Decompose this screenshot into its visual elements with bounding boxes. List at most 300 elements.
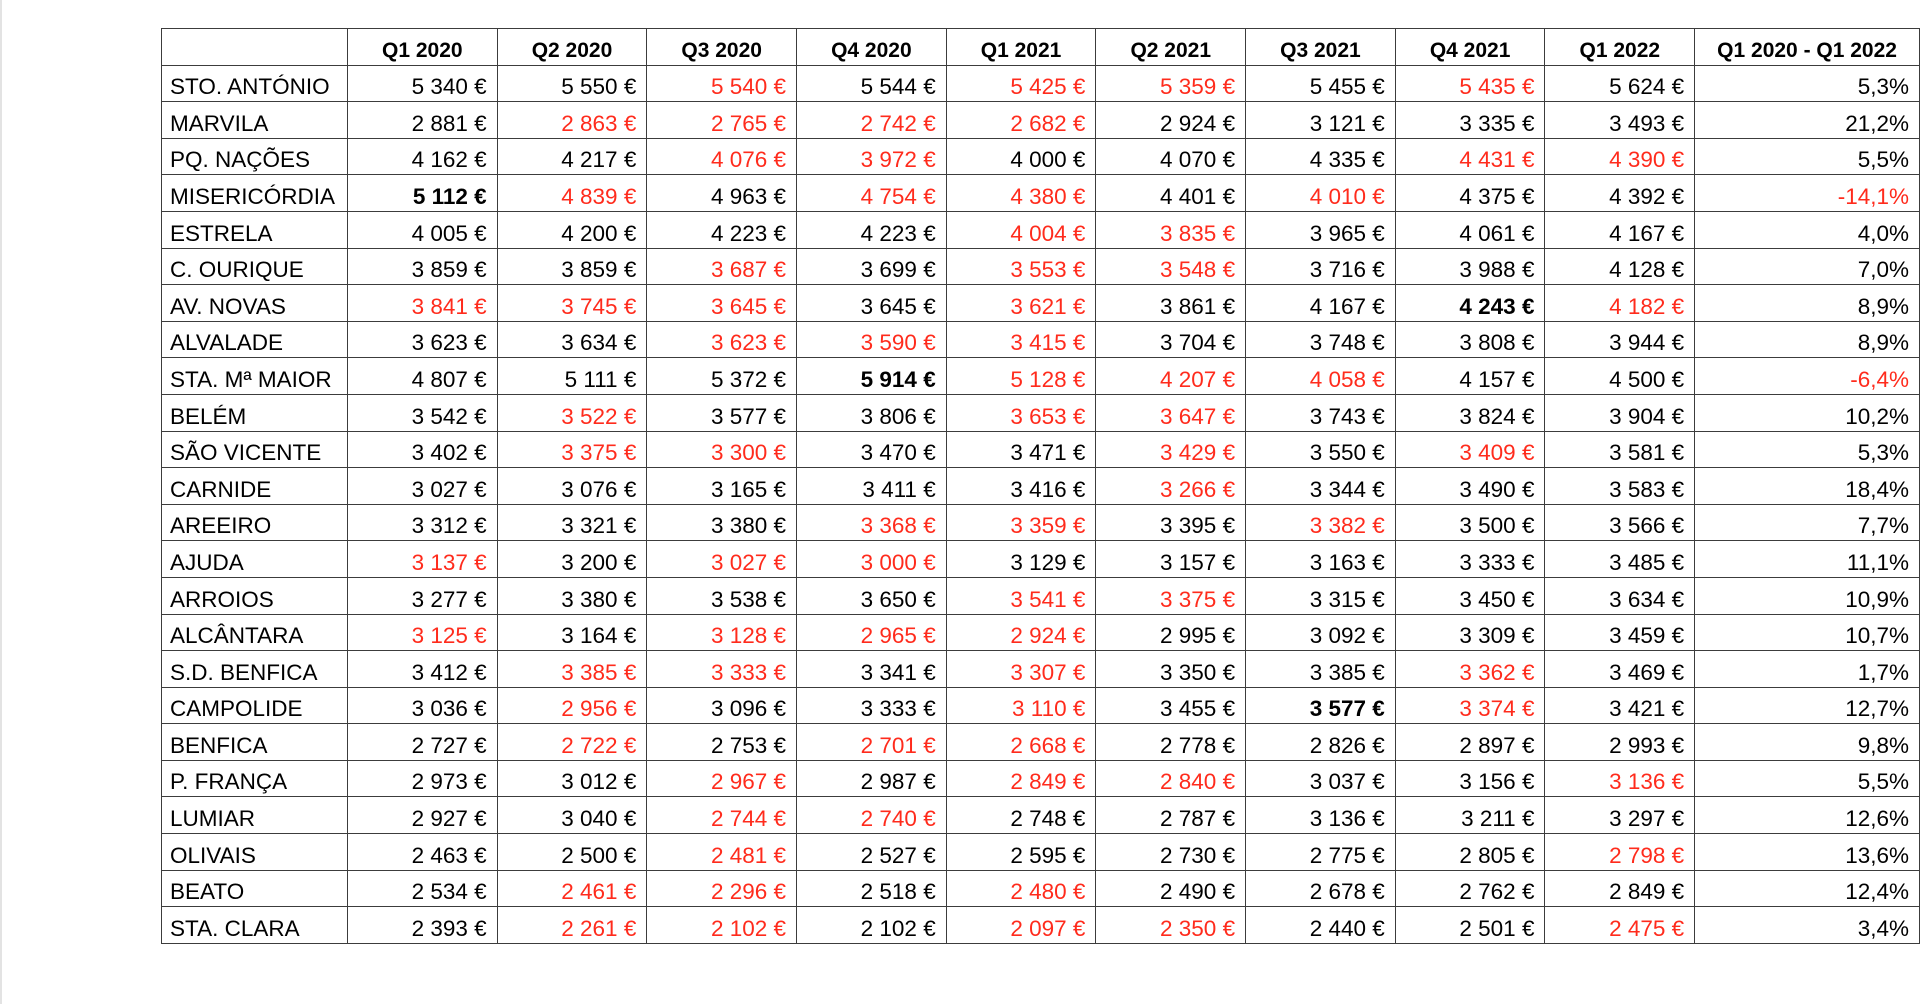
price-cell: 3 550 €	[1246, 431, 1396, 468]
price-cell: 3 965 €	[1246, 211, 1396, 248]
price-cell: 3 623 €	[347, 321, 497, 358]
header-cell-q1-2022: Q1 2022	[1545, 29, 1695, 66]
price-cell: 3 500 €	[1395, 504, 1545, 541]
price-cell: 3 409 €	[1395, 431, 1545, 468]
district-name-cell: BENFICA	[162, 724, 348, 761]
table-row	[162, 102, 1920, 139]
price-cell: 4 217 €	[497, 138, 647, 175]
price-cell: 4 200 €	[497, 211, 647, 248]
price-cell: 2 463 €	[347, 834, 497, 871]
price-cell: 3 382 €	[1246, 504, 1396, 541]
price-cell: 3 300 €	[647, 431, 797, 468]
price-cell: 2 787 €	[1096, 797, 1246, 834]
district-name-cell: LUMIAR	[162, 797, 348, 834]
price-cell: 3 859 €	[347, 248, 497, 285]
change-percent-cell: -14,1%	[1695, 175, 1920, 212]
price-cell: 2 927 €	[347, 797, 497, 834]
price-cell: 2 722 €	[497, 724, 647, 761]
price-cell: 3 824 €	[1395, 394, 1545, 431]
price-cell: 3 716 €	[1246, 248, 1396, 285]
price-cell: 2 965 €	[797, 614, 947, 651]
price-cell: 2 987 €	[797, 760, 947, 797]
district-name-cell: ARROIOS	[162, 577, 348, 614]
change-percent-cell: 12,6%	[1695, 797, 1920, 834]
price-cell: 4 963 €	[647, 175, 797, 212]
price-cell: 3 522 €	[497, 394, 647, 431]
price-cell: 3 490 €	[1395, 468, 1545, 505]
header-cell-q2-2021: Q2 2021	[1096, 29, 1246, 66]
price-cell: 4 392 €	[1545, 175, 1695, 212]
price-cell: 2 805 €	[1395, 834, 1545, 871]
header-corner-cell	[162, 29, 348, 66]
price-cell: 3 412 €	[347, 651, 497, 688]
price-cell: 2 350 €	[1096, 907, 1246, 944]
price-cell: 5 111 €	[497, 358, 647, 395]
table-row	[162, 65, 1920, 102]
price-cell: 3 335 €	[1395, 102, 1545, 139]
table-row	[162, 468, 1920, 505]
price-cell: 4 061 €	[1395, 211, 1545, 248]
price-cell: 3 374 €	[1395, 687, 1545, 724]
price-cell: 3 469 €	[1545, 651, 1695, 688]
price-cell: 2 296 €	[647, 870, 797, 907]
price-cell: 3 634 €	[1545, 577, 1695, 614]
price-cell: 4 243 €	[1395, 285, 1545, 322]
price-cell: 4 380 €	[946, 175, 1096, 212]
price-cell: 3 380 €	[647, 504, 797, 541]
price-cell: 5 435 €	[1395, 65, 1545, 102]
price-cell: 3 380 €	[497, 577, 647, 614]
price-cell: 3 972 €	[797, 138, 947, 175]
price-cell: 2 826 €	[1246, 724, 1396, 761]
price-cell: 3 375 €	[497, 431, 647, 468]
price-cell: 4 754 €	[797, 175, 947, 212]
table-body	[162, 65, 1920, 943]
price-cell: 3 621 €	[946, 285, 1096, 322]
price-cell: 3 581 €	[1545, 431, 1695, 468]
price-cell: 4 390 €	[1545, 138, 1695, 175]
price-cell: 2 727 €	[347, 724, 497, 761]
price-cell: 3 835 €	[1096, 211, 1246, 248]
price-cell: 2 668 €	[946, 724, 1096, 761]
price-cell: 3 988 €	[1395, 248, 1545, 285]
price-cell: 3 553 €	[946, 248, 1096, 285]
price-cell: 2 480 €	[946, 870, 1096, 907]
price-cell: 4 223 €	[797, 211, 947, 248]
header-cell-change: Q1 2020 - Q1 2022	[1695, 29, 1920, 66]
price-cell: 3 385 €	[497, 651, 647, 688]
table-row	[162, 797, 1920, 834]
table-row	[162, 651, 1920, 688]
price-cell: 3 687 €	[647, 248, 797, 285]
price-cell: 4 010 €	[1246, 175, 1396, 212]
price-cell: 3 027 €	[347, 468, 497, 505]
price-cell: 4 058 €	[1246, 358, 1396, 395]
price-table	[161, 28, 1920, 944]
table-row	[162, 504, 1920, 541]
table-row	[162, 394, 1920, 431]
change-percent-cell: 5,5%	[1695, 760, 1920, 797]
price-cell: 3 096 €	[647, 687, 797, 724]
price-cell: 3 411 €	[797, 468, 947, 505]
table-row	[162, 285, 1920, 322]
price-cell: 3 653 €	[946, 394, 1096, 431]
price-cell: 3 266 €	[1096, 468, 1246, 505]
change-percent-cell: 18,4%	[1695, 468, 1920, 505]
price-cell: 2 475 €	[1545, 907, 1695, 944]
district-name-cell: STA. Mª MAIOR	[162, 358, 348, 395]
price-cell: 2 501 €	[1395, 907, 1545, 944]
price-cell: 2 730 €	[1096, 834, 1246, 871]
price-cell: 2 762 €	[1395, 870, 1545, 907]
price-cell: 3 904 €	[1545, 394, 1695, 431]
district-name-cell: CARNIDE	[162, 468, 348, 505]
table-row	[162, 431, 1920, 468]
price-cell: 5 544 €	[797, 65, 947, 102]
price-cell: 4 070 €	[1096, 138, 1246, 175]
table-row	[162, 760, 1920, 797]
price-cell: 3 808 €	[1395, 321, 1545, 358]
price-cell: 3 583 €	[1545, 468, 1695, 505]
price-cell: 2 740 €	[797, 797, 947, 834]
header-cell-q4-2020: Q4 2020	[797, 29, 947, 66]
change-percent-cell: 8,9%	[1695, 321, 1920, 358]
price-cell: 3 566 €	[1545, 504, 1695, 541]
price-cell: 3 362 €	[1395, 651, 1545, 688]
price-cell: 2 973 €	[347, 760, 497, 797]
price-cell: 3 395 €	[1096, 504, 1246, 541]
district-name-cell: STA. CLARA	[162, 907, 348, 944]
price-cell: 4 223 €	[647, 211, 797, 248]
district-name-cell: BELÉM	[162, 394, 348, 431]
price-cell: 3 704 €	[1096, 321, 1246, 358]
price-cell: 4 401 €	[1096, 175, 1246, 212]
price-cell: 2 993 €	[1545, 724, 1695, 761]
price-cell: 5 359 €	[1096, 65, 1246, 102]
price-cell: 4 162 €	[347, 138, 497, 175]
price-cell: 3 344 €	[1246, 468, 1396, 505]
price-cell: 3 429 €	[1096, 431, 1246, 468]
price-cell: 4 807 €	[347, 358, 497, 395]
price-cell: 4 005 €	[347, 211, 497, 248]
price-cell: 2 481 €	[647, 834, 797, 871]
header-cell-q4-2021: Q4 2021	[1395, 29, 1545, 66]
header-cell-q2-2020: Q2 2020	[497, 29, 647, 66]
district-name-cell: OLIVAIS	[162, 834, 348, 871]
change-percent-cell: 8,9%	[1695, 285, 1920, 322]
district-name-cell: CAMPOLIDE	[162, 687, 348, 724]
district-name-cell: ALCÂNTARA	[162, 614, 348, 651]
price-cell: 2 995 €	[1096, 614, 1246, 651]
price-cell: 2 778 €	[1096, 724, 1246, 761]
price-cell: 3 037 €	[1246, 760, 1396, 797]
price-cell: 2 595 €	[946, 834, 1096, 871]
price-cell: 4 157 €	[1395, 358, 1545, 395]
district-name-cell: AJUDA	[162, 541, 348, 578]
price-cell: 5 455 €	[1246, 65, 1396, 102]
price-cell: 3 748 €	[1246, 321, 1396, 358]
price-cell: 5 372 €	[647, 358, 797, 395]
change-percent-cell: 7,0%	[1695, 248, 1920, 285]
price-cell: 3 375 €	[1096, 577, 1246, 614]
price-cell: 3 315 €	[1246, 577, 1396, 614]
change-percent-cell: 1,7%	[1695, 651, 1920, 688]
price-cell: 3 385 €	[1246, 651, 1396, 688]
price-cell: 3 699 €	[797, 248, 947, 285]
table-row	[162, 541, 1920, 578]
price-cell: 3 164 €	[497, 614, 647, 651]
district-name-cell: MARVILA	[162, 102, 348, 139]
price-cell: 2 097 €	[946, 907, 1096, 944]
price-cell: 3 333 €	[1395, 541, 1545, 578]
price-cell: 3 110 €	[946, 687, 1096, 724]
price-cell: 2 765 €	[647, 102, 797, 139]
price-cell: 2 849 €	[1545, 870, 1695, 907]
price-cell: 3 471 €	[946, 431, 1096, 468]
table-row	[162, 687, 1920, 724]
price-cell: 3 538 €	[647, 577, 797, 614]
price-cell: 3 359 €	[946, 504, 1096, 541]
table-row	[162, 834, 1920, 871]
district-name-cell: S.D. BENFICA	[162, 651, 348, 688]
table-row	[162, 614, 1920, 651]
price-cell: 2 753 €	[647, 724, 797, 761]
change-percent-cell: 4,0%	[1695, 211, 1920, 248]
price-cell: 2 798 €	[1545, 834, 1695, 871]
price-cell: 3 861 €	[1096, 285, 1246, 322]
change-percent-cell: 7,7%	[1695, 504, 1920, 541]
price-cell: 4 004 €	[946, 211, 1096, 248]
price-cell: 3 647 €	[1096, 394, 1246, 431]
change-percent-cell: 5,3%	[1695, 431, 1920, 468]
price-cell: 2 881 €	[347, 102, 497, 139]
price-cell: 4 076 €	[647, 138, 797, 175]
table-row	[162, 321, 1920, 358]
price-cell: 3 450 €	[1395, 577, 1545, 614]
price-cell: 2 956 €	[497, 687, 647, 724]
price-cell: 2 701 €	[797, 724, 947, 761]
price-cell: 2 534 €	[347, 870, 497, 907]
price-cell: 3 421 €	[1545, 687, 1695, 724]
change-percent-cell: 5,5%	[1695, 138, 1920, 175]
price-cell: 3 136 €	[1246, 797, 1396, 834]
price-cell: 2 840 €	[1096, 760, 1246, 797]
price-cell: 2 678 €	[1246, 870, 1396, 907]
price-cell: 3 485 €	[1545, 541, 1695, 578]
price-cell: 4 000 €	[946, 138, 1096, 175]
price-cell: 2 682 €	[946, 102, 1096, 139]
change-percent-cell: 12,7%	[1695, 687, 1920, 724]
price-cell: 4 167 €	[1545, 211, 1695, 248]
table-row	[162, 724, 1920, 761]
district-name-cell: MISERICÓRDIA	[162, 175, 348, 212]
table-row	[162, 577, 1920, 614]
price-cell: 3 859 €	[497, 248, 647, 285]
change-percent-cell: 10,7%	[1695, 614, 1920, 651]
price-cell: 2 924 €	[1096, 102, 1246, 139]
price-cell: 3 092 €	[1246, 614, 1396, 651]
left-gutter-divider	[0, 0, 2, 1004]
price-cell: 4 128 €	[1545, 248, 1695, 285]
price-cell: 3 577 €	[647, 394, 797, 431]
price-cell: 2 518 €	[797, 870, 947, 907]
price-cell: 2 742 €	[797, 102, 947, 139]
district-name-cell: AREEIRO	[162, 504, 348, 541]
price-cell: 3 645 €	[797, 285, 947, 322]
price-cell: 2 897 €	[1395, 724, 1545, 761]
table-row	[162, 211, 1920, 248]
price-cell: 3 590 €	[797, 321, 947, 358]
district-name-cell: STO. ANTÓNIO	[162, 65, 348, 102]
price-cell: 4 182 €	[1545, 285, 1695, 322]
price-cell: 3 321 €	[497, 504, 647, 541]
table-row	[162, 138, 1920, 175]
change-percent-cell: 9,8%	[1695, 724, 1920, 761]
price-cell: 2 490 €	[1096, 870, 1246, 907]
price-cell: 3 136 €	[1545, 760, 1695, 797]
price-cell: 5 624 €	[1545, 65, 1695, 102]
price-cell: 2 967 €	[647, 760, 797, 797]
table-row	[162, 358, 1920, 395]
district-name-cell: C. OURIQUE	[162, 248, 348, 285]
price-cell: 3 128 €	[647, 614, 797, 651]
change-percent-cell: 21,2%	[1695, 102, 1920, 139]
table-row	[162, 175, 1920, 212]
price-cell: 5 550 €	[497, 65, 647, 102]
price-cell: 3 806 €	[797, 394, 947, 431]
price-cell: 2 102 €	[647, 907, 797, 944]
price-cell: 2 440 €	[1246, 907, 1396, 944]
price-cell: 2 748 €	[946, 797, 1096, 834]
price-cell: 2 461 €	[497, 870, 647, 907]
price-cell: 3 076 €	[497, 468, 647, 505]
price-cell: 2 744 €	[647, 797, 797, 834]
price-cell: 5 128 €	[946, 358, 1096, 395]
price-cell: 5 340 €	[347, 65, 497, 102]
table-row	[162, 248, 1920, 285]
price-cell: 3 470 €	[797, 431, 947, 468]
price-cell: 4 500 €	[1545, 358, 1695, 395]
district-name-cell: ALVALADE	[162, 321, 348, 358]
price-cell: 2 849 €	[946, 760, 1096, 797]
price-cell: 3 129 €	[946, 541, 1096, 578]
price-cell: 3 415 €	[946, 321, 1096, 358]
price-cell: 3 333 €	[797, 687, 947, 724]
change-percent-cell: 5,3%	[1695, 65, 1920, 102]
change-percent-cell: 10,9%	[1695, 577, 1920, 614]
price-cell: 3 312 €	[347, 504, 497, 541]
price-cell: 2 924 €	[946, 614, 1096, 651]
header-cell-q1-2020: Q1 2020	[347, 29, 497, 66]
price-cell: 2 500 €	[497, 834, 647, 871]
district-name-cell: AV. NOVAS	[162, 285, 348, 322]
price-cell: 3 027 €	[647, 541, 797, 578]
price-cell: 5 540 €	[647, 65, 797, 102]
district-name-cell: SÃO VICENTE	[162, 431, 348, 468]
price-cell: 3 493 €	[1545, 102, 1695, 139]
price-cell: 3 277 €	[347, 577, 497, 614]
price-cell: 3 040 €	[497, 797, 647, 834]
price-cell: 2 261 €	[497, 907, 647, 944]
price-cell: 2 393 €	[347, 907, 497, 944]
price-cell: 3 542 €	[347, 394, 497, 431]
price-cell: 3 125 €	[347, 614, 497, 651]
district-name-cell: P. FRANÇA	[162, 760, 348, 797]
price-cell: 3 455 €	[1096, 687, 1246, 724]
change-percent-cell: 10,2%	[1695, 394, 1920, 431]
district-name-cell: PQ. NAÇÕES	[162, 138, 348, 175]
price-cell: 3 459 €	[1545, 614, 1695, 651]
price-cell: 3 745 €	[497, 285, 647, 322]
price-cell: 3 165 €	[647, 468, 797, 505]
header-row	[162, 29, 1920, 66]
price-cell: 3 645 €	[647, 285, 797, 322]
district-name-cell: ESTRELA	[162, 211, 348, 248]
price-cell: 3 297 €	[1545, 797, 1695, 834]
price-cell: 3 634 €	[497, 321, 647, 358]
price-cell: 4 431 €	[1395, 138, 1545, 175]
change-percent-cell: 13,6%	[1695, 834, 1920, 871]
price-cell: 3 548 €	[1096, 248, 1246, 285]
change-percent-cell: 3,4%	[1695, 907, 1920, 944]
price-cell: 3 341 €	[797, 651, 947, 688]
price-cell: 3 743 €	[1246, 394, 1396, 431]
price-cell: 5 112 €	[347, 175, 497, 212]
price-cell: 3 416 €	[946, 468, 1096, 505]
price-cell: 5 425 €	[946, 65, 1096, 102]
price-cell: 3 841 €	[347, 285, 497, 322]
price-cell: 3 650 €	[797, 577, 947, 614]
price-cell: 3 211 €	[1395, 797, 1545, 834]
price-cell: 3 368 €	[797, 504, 947, 541]
price-cell: 4 375 €	[1395, 175, 1545, 212]
header-cell-q1-2021: Q1 2021	[946, 29, 1096, 66]
price-cell: 4 167 €	[1246, 285, 1396, 322]
price-cell: 2 775 €	[1246, 834, 1396, 871]
change-percent-cell: -6,4%	[1695, 358, 1920, 395]
price-cell: 3 157 €	[1096, 541, 1246, 578]
price-cell: 3 307 €	[946, 651, 1096, 688]
price-cell: 3 350 €	[1096, 651, 1246, 688]
price-cell: 3 163 €	[1246, 541, 1396, 578]
change-percent-cell: 12,4%	[1695, 870, 1920, 907]
price-cell: 5 914 €	[797, 358, 947, 395]
price-cell: 3 309 €	[1395, 614, 1545, 651]
price-cell: 3 402 €	[347, 431, 497, 468]
price-cell: 3 012 €	[497, 760, 647, 797]
price-cell: 3 333 €	[647, 651, 797, 688]
header-cell-q3-2020: Q3 2020	[647, 29, 797, 66]
price-cell: 3 000 €	[797, 541, 947, 578]
price-cell: 3 200 €	[497, 541, 647, 578]
price-cell: 3 137 €	[347, 541, 497, 578]
price-cell: 2 102 €	[797, 907, 947, 944]
district-name-cell: BEATO	[162, 870, 348, 907]
price-cell: 2 863 €	[497, 102, 647, 139]
price-cell: 3 121 €	[1246, 102, 1396, 139]
table-row	[162, 870, 1920, 907]
change-percent-cell: 11,1%	[1695, 541, 1920, 578]
price-cell: 4 839 €	[497, 175, 647, 212]
header-cell-q3-2021: Q3 2021	[1246, 29, 1396, 66]
price-cell: 2 527 €	[797, 834, 947, 871]
price-cell: 3 577 €	[1246, 687, 1396, 724]
price-cell: 3 541 €	[946, 577, 1096, 614]
price-cell: 3 156 €	[1395, 760, 1545, 797]
table-row	[162, 907, 1920, 944]
price-cell: 4 335 €	[1246, 138, 1396, 175]
price-cell: 3 944 €	[1545, 321, 1695, 358]
